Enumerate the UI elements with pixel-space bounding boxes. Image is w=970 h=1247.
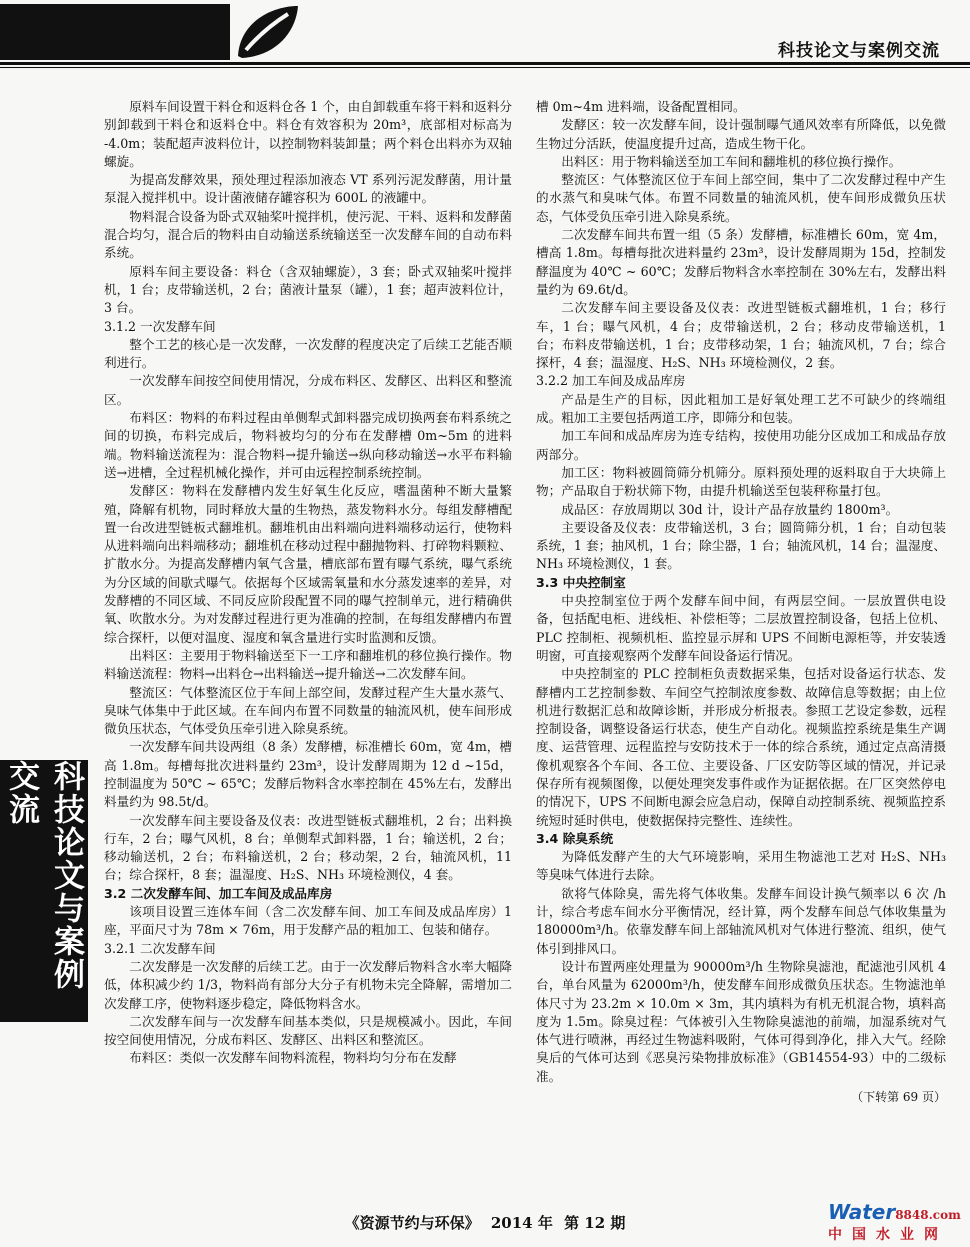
logo-domain: .com bbox=[928, 1208, 961, 1222]
logo-brand: Water bbox=[828, 1200, 896, 1224]
paragraph: 二次发酵车间主要设备及仪表：改进型链板式翻堆机，1 台；移行车，1 台；曝气风机，4 台；皮带输送机，2 台；移动皮带输送机，1 台；布料皮带输送机，1 台；皮带移动架，1 台；轴流风机，7 台；综合探杆，4 套；温湿度、H₂S、NH₃ 环境检测仪，2 套。 bbox=[536, 300, 946, 371]
logo-number: 8848 bbox=[895, 1208, 929, 1222]
paragraph: 原料车间主要设备：料仓（含双轴螺旋），3 套；卧式双轴桨叶搅拌机，1 台；皮带输送机，2 台；菌液计量泵（罐），1 套；超声波料位计，3 台。 bbox=[104, 263, 512, 316]
paragraph: 欲将气体除臭，需先将气体收集。发酵车间设计换气频率以 6 次 /h 计，综合考虑车间水分平衡情况，经计算，两个发酵车间总气体收集量为 180000m³/h。依靠发酵车间上部轴流风机对气体进行整流、组织，使气体引到排风口。 bbox=[536, 885, 946, 956]
paragraph: 原料车间设置干料仓和返料仓各 1 个，由自卸载重车将干料和返料分别卸载到干料仓和返料仓中。料仓有效容积为 20m³，底部相对标高为 -4.0m；装配超声波料位计，以控制物料装卸量；两个料仓出料亦为双轴螺旋。 bbox=[104, 99, 512, 169]
paragraph: 整流区：气体整流区位于车间上部空间，集中了二次发酵过程中产生的水蒸气和臭味气体。布置不同数量的轴流风机，使车间形成微负压状态，气体受负压牵引进入除臭系统。 bbox=[536, 172, 946, 224]
paragraph: 加工车间和成品库房为连专结构，按使用功能分区成加工和成品存放两部分。 bbox=[536, 428, 946, 462]
paragraph: 物料混合设备为卧式双轴桨叶搅拌机，使污泥、干料、返料和发酵菌混合均匀，混合后的物料由自动输送系统输送至一次发酵车间的自动布料系统。 bbox=[104, 208, 512, 261]
paragraph: 中央控制室的 PLC 控制柜负责数据采集，包括对设备运行状态、发酵槽内工艺控制参数、车间空气控制浓度参数、故障信息等数据；由上位机进行数据汇总和故障诊断，并形成分析报表。参照工艺设定参数，远程控制设备，调整设备运行状态，使生产自动化。视频监控系统是集生产调度、运营管理、远程监控与安防技术于一体的综合系统，通过定点高清摄像机观察各个车间、各工位、主要设备、厂区安防等区域的情况，并记录保存所有视频图像，以便处理突发事件或作为证据依据。在厂区突然停电的情况下，UPS 不间断电源会应急启动，保障自动控制系统、视频监控系统短时延时供电，使数据保持完整性、连续性。 bbox=[536, 666, 946, 828]
section-heading: 3.2.1 二次发酵车间 bbox=[104, 940, 216, 956]
side-tab bbox=[0, 760, 88, 1022]
paragraph: 一次发酵车间共设两组（8 条）发酵槽，标准槽长 60m，宽 4m，槽高 1.8m。每槽每批次进料量约 23m³，设计发酵周期为 12 d ~15d，控制温度为 50℃ ~ 65℃；发酵后物料含水率控制在 45%左右，发酵出料量约为 98.5t/d。 bbox=[104, 739, 512, 810]
header-rule bbox=[0, 62, 970, 65]
paragraph: 槽 0m~4m 进料端，设备配置相同。 bbox=[536, 99, 746, 114]
section-heading: 3.2.2 加工车间及成品库房 bbox=[536, 373, 686, 389]
paragraph: 发酵区：物料在发酵槽内发生好氧生化反应，嗜温菌种不断大量繁殖，降解有机物，同时释放大量的生物热，蒸发物料水分。每组发酵槽配置一台改进型链板式翻堆机。翻堆机由出料端向进料端移动运行，使物料从进料端向出料端移动；翻堆机在移动过程中翻抛物料、打碎物料颗粒、扩散水分。为提高发酵槽内氧气含量，槽底部布置有曝气系统，曝气系统为分区域的间歇式曝气。依据每个区域需氧量和水分蒸发速率的差异，对发酵槽的不同区域、不同反应阶段配置不同的曝气控制单元，进行精确供氧、吹散水分。为对发酵过程进行更为准确的控制，在每组发酵槽内布置综合探杆，以便对温度、湿度和氧含量进行实时监测和反馈。 bbox=[104, 483, 512, 645]
paragraph: 该项目设置三连体车间（含二次发酵车间、加工车间及成品库房）1 座，平面尺寸为 78m × 76m，用于发酵产品的粗加工、包装和储存。 bbox=[104, 904, 512, 938]
paragraph: 中央控制室位于两个发酵车间中间，有两层空间。一层放置供电设备，包括配电柜、进线柜、补偿柜等；二层放置控制设备，包括上位机、PLC 控制柜、视频机柜、监控显示屏和 UPS 不间断电源柜等，并安装透明窗，可直接观察两个发酵车间设备运行情况。 bbox=[536, 593, 946, 663]
section-heading: 3.3 中央控制室 bbox=[536, 574, 626, 590]
water8848-logo bbox=[828, 1200, 961, 1244]
journal-name: 《资源节约与环保》 bbox=[344, 1214, 480, 1232]
paragraph: 出料区：用于物料输送至加工车间和翻堆机的移位换行操作。 bbox=[561, 153, 902, 169]
header-black-bar bbox=[0, 4, 230, 60]
section-heading: 3.1.2 一次发酵车间 bbox=[104, 318, 216, 334]
paragraph: 一次发酵车间主要设备及仪表：改进型链板式翻堆机，2 台；出料换行车，2 台；曝气风机，8 台；单侧犁式卸料器，1 台；输送机，2 台；移动输送机，2 台；布料输送机，2 台；移动架，2 台，轴流风机，11 台；综合探杆，8 套；温湿度、H₂S、NH₃ 环境检测仪，4 套。 bbox=[104, 812, 512, 883]
paragraph: 布料区：物料的布料过程由单侧犁式卸料器完成切换两套布料系统之间的切换，布料完成后，物料被均匀的分布在发酵槽 0m~5m 的进料端。物料输送流程为：混合物料→提升输送→纵向移动输送→水平布料输送→进槽，全过程机械化操作，并可由远程控制系统控制。 bbox=[104, 410, 512, 480]
paragraph: 整流区：气体整流区位于车间上部空间，发酵过程产生大量水蒸气、臭味气体集中于此区域。在车间内布置不同数量的轴流风机，使车间形成微负压状态，气体受负压牵引进入除臭系统。 bbox=[104, 684, 512, 737]
continued-note: （下转第 69 页） bbox=[851, 1090, 946, 1105]
paragraph: 主要设备及仪表：皮带输送机，3 台；圆筒筛分机，1 台；自动包装系统，1 套；抽风机，1 台；除尘器，1 台；轴流风机，14 台；温湿度、NH₃ 环境检测仪，1 套。 bbox=[536, 519, 946, 572]
paragraph: 加工区：物料被圆筒筛分机筛分。原料预处理的返料取自于大块筛上物；产品取自于粉状筛下物，由提升机输送至包装秤称量打包。 bbox=[536, 464, 946, 499]
section-heading: 3.2 二次发酵车间、加工车间及成品库房 bbox=[104, 885, 333, 901]
paragraph: 一次发酵车间按空间使用情况，分成布料区、发酵区、出料区和整流区。 bbox=[104, 373, 512, 407]
journal-issue: 第 12 期 bbox=[564, 1214, 626, 1232]
leaf-icon bbox=[232, 2, 302, 62]
header-rule-thin bbox=[0, 67, 970, 68]
paragraph: 布料区：类似一次发酵车间物料流程，物料均匀分布在发酵 bbox=[129, 1050, 457, 1066]
paragraph: 整个工艺的核心是一次发酵，一次发酵的程度决定了后续工艺能否顺利进行。 bbox=[104, 336, 512, 371]
journal-year: 2014 年 bbox=[490, 1214, 553, 1232]
paragraph: 二次发酵车间与一次发酵车间基本类似，只是规模减小。因此，车间按空间使用情况，分成布料区、发酵区、出料区和整流区。 bbox=[104, 1013, 512, 1048]
paragraph: 成品区：存放周期以 30d 计，设计产品存放量约 1800m³。 bbox=[561, 501, 899, 517]
section-heading: 3.4 除臭系统 bbox=[536, 830, 614, 846]
header-title: 科技论文与案例交流 bbox=[778, 41, 940, 61]
paragraph: 为降低发酵产生的大气环境影响，采用生物滤池工艺对 H₂S、NH₃ 等臭味气体进行去除。 bbox=[536, 849, 946, 883]
paragraph: 出料区：主要用于物料输送至下一工序和翻堆机的移位换行操作。物料输送流程：物料→出料仓→出料输送→提升输送→二次发酵车间。 bbox=[104, 647, 512, 682]
logo-subtitle: 中国水业网 bbox=[828, 1227, 948, 1243]
paragraph: 设计布置两座处理量为 90000m³/h 生物除臭滤池，配滤池引风机 4 台，单台风量为 62000m³/h，使发酵车间形成微负压状态。生物滤池单体尺寸为 23.2m × 10.0m × 3m，其内填料为有机无机混合物，填料高度为 1.5m。除臭过程：气体被引入生物除臭滤池的前端，加湿系统对气体气进行喷淋，再经过生物滤料吸附，气体可得到净化，排入大气。经除臭后的气体可达到《恶臭污染物排放标准》（GB14554-93）中的二级标准。 bbox=[536, 958, 946, 1084]
left-column bbox=[104, 98, 512, 1068]
paragraph: 发酵区：较一次发酵车间，设计强制曝气通风效率有所降低，以免微生物过分活跃，使温度提升过高，造成生物干化。 bbox=[536, 117, 946, 151]
side-tab-label: 科技论文与案例交流 bbox=[3, 760, 84, 991]
paragraph: 二次发酵是一次发酵的后续工艺。由于一次发酵后物料含水率大幅降低，体积减少约 1/3，物料尚有部分大分子有机物未完全降解，需增加二次发酵工序，使物料逐步稳定，降低物料含水。 bbox=[104, 958, 512, 1011]
right-column bbox=[536, 98, 946, 1106]
footer bbox=[0, 1212, 970, 1233]
paragraph: 二次发酵车间共布置一组（5 条）发酵槽，标准槽长 60m，宽 4m，槽高 1.8m。每槽每批次进料量约 23m³，设计发酵周期为 15d，控制发酵温度为 40℃ ~ 60℃；发酵后物料含水率控制在 30%左右，发酵出料量约为 69.6t/d。 bbox=[536, 227, 946, 297]
paragraph: 为提高发酵效果，预处理过程添加液态 VT 系列污泥发酵菌，用计量泵混入搅拌机中。设计菌液储存罐容积为 600L 的液罐中。 bbox=[104, 172, 512, 206]
paragraph: 产品是生产的目标，因此粗加工是好氧处理工艺不可缺少的终端组成。粗加工主要包括两道工序，即筛分和包装。 bbox=[536, 391, 946, 426]
